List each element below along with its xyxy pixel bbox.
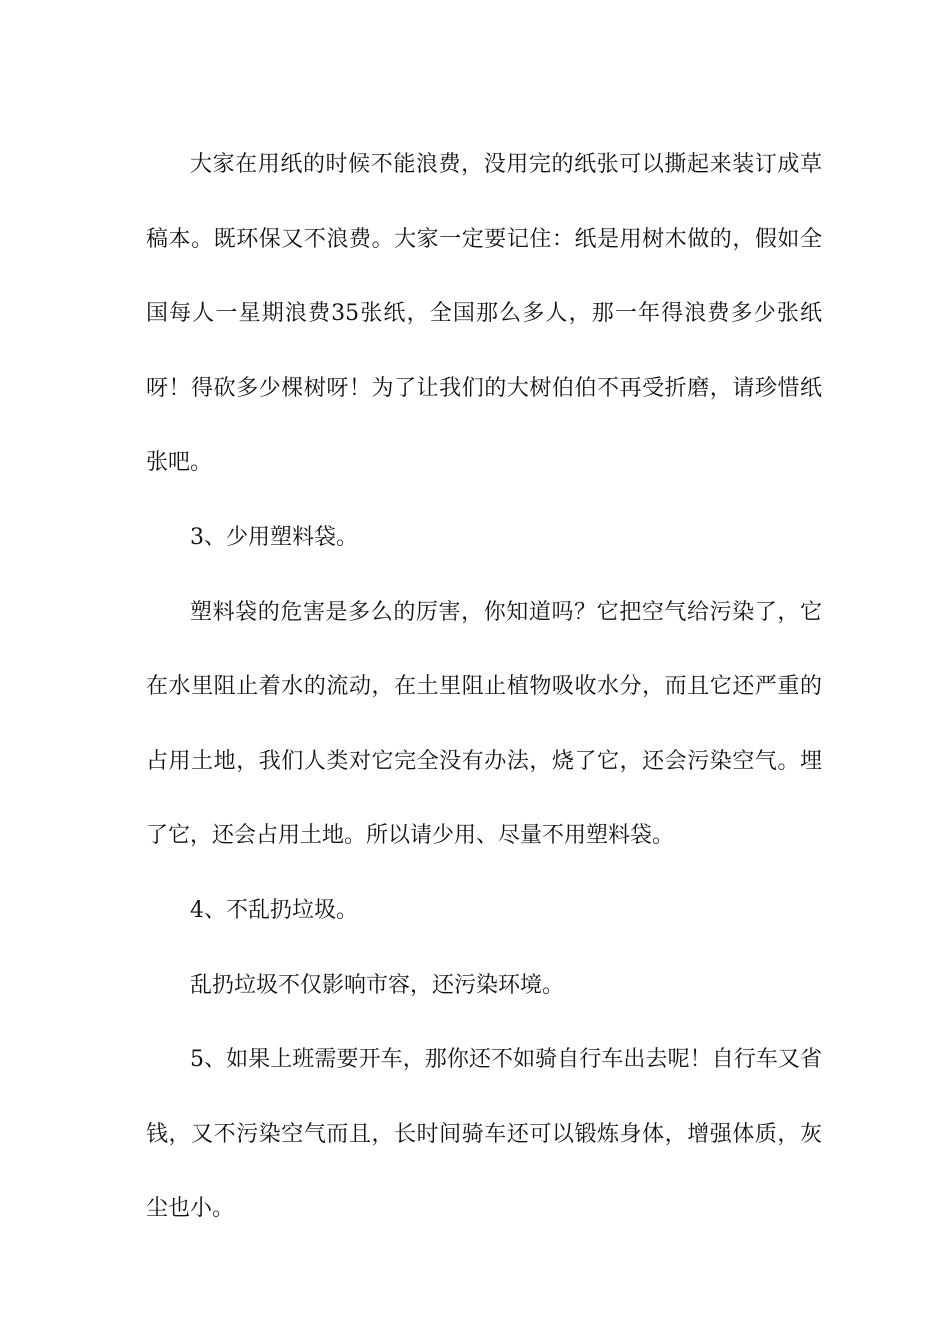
heading-no-littering: 4、不乱扔垃圾。 xyxy=(190,897,358,923)
paragraph-paper-saving: 大家在用纸的时候不能浪费，没用完的纸张可以撕起来装订成草稿本。既环保又不浪费。大家一定要记住：纸是用树木做的，假如全国每人一星期浪费35张纸，全国那么多人，那一年得浪费多少张纸呀！得砍多少棵树呀！为了让我们的大树伯伯不再受折磨，请珍惜纸张吧。 xyxy=(146,152,822,476)
document-body xyxy=(146,128,822,1247)
paragraph-plastic-bags: 塑料袋的危害是多么的厉害，你知道吗？它把空气给污染了，它在水里阻止着水的流动，在土里阻止植物吸收水分，而且它还严重的占用土地，我们人类对它完全没有办法，烧了它，还会污染空气。埋了它，还会占用土地。所以请少用、尽量不用塑料袋。 xyxy=(146,599,822,849)
heading-plastic-bags: 3、少用塑料袋。 xyxy=(190,524,358,550)
paragraph-cycling: 5、如果上班需要开车，那你还不如骑自行车出去呢！自行车又省钱，又不污染空气而且，长时间骑车还可以锻炼身体，增强体质，灰尘也小。 xyxy=(146,1047,822,1222)
paragraph-no-littering: 乱扔垃圾不仅影响市容，还污染环境。 xyxy=(190,972,565,998)
